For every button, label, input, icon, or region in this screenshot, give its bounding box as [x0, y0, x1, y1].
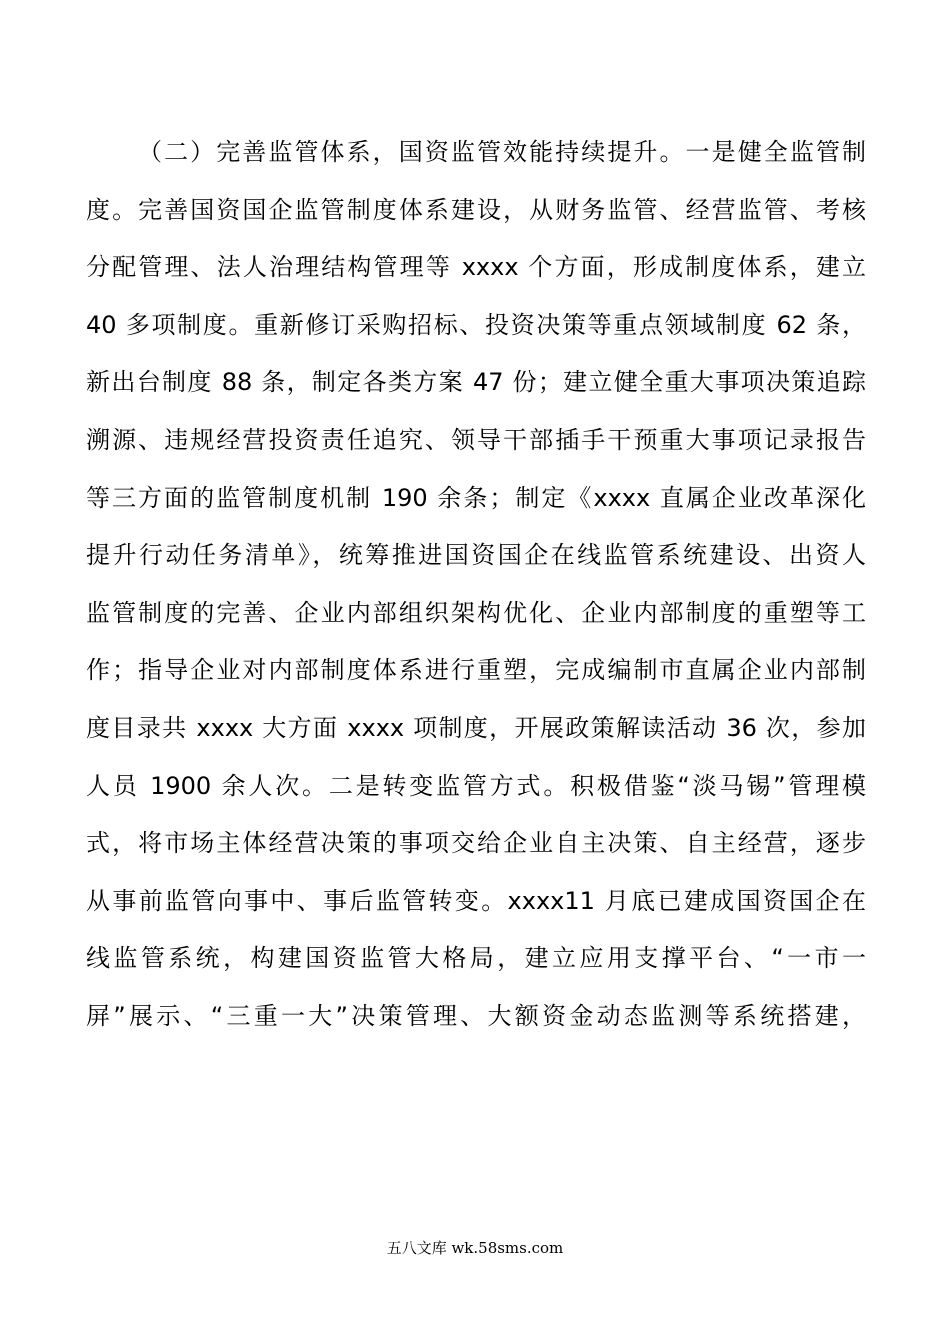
text-line: （二）完善监管体系，国资监管效能持续提升。一是健全监管制 [138, 138, 866, 166]
text-line: 度目录共 xxxx 大方面 xxxx 项制度，开展政策解读活动 36 次，参加 [86, 713, 866, 742]
text-line: 屏”展示、“三重一大”决策管理、大额资金动态监测等系统搭建， [86, 1001, 866, 1030]
text-line: 分配管理、法人治理结构管理等 xxxx 个方面，形成制度体系，建立 [86, 253, 866, 282]
text-line: 从事前监管向事中、事后监管转变。xxxx11 月底已建成国资国企在 [86, 886, 866, 915]
body-paragraph [86, 124, 866, 1046]
text-line: 提升行动任务清单》，统筹推进国资国企在线监管系统建设、出资人 [86, 541, 866, 570]
text-line: 作；指导企业对内部制度体系进行重塑，完成编制市直属企业内部制 [86, 656, 866, 685]
text-line: 40 多项制度。重新修订采购招标、投资决策等重点领域制度 62 条， [86, 310, 866, 339]
page-footer: 五八文库 wk.58sms.com [386, 1239, 564, 1257]
text-line: 线监管系统，构建国资监管大格局，建立应用支撑平台、“一市一 [86, 944, 866, 973]
text-line: 人员 1900 余人次。二是转变监管方式。积极借鉴“淡马锡”管理模 [86, 771, 866, 800]
text-line: 度。完善国资国企监管制度体系建设，从财务监管、经营监管、考核 [86, 195, 866, 224]
text-line: 监管制度的完善、企业内部组织架构优化、企业内部制度的重塑等工 [86, 598, 866, 627]
text-line: 式，将市场主体经营决策的事项交给企业自主决策、自主经营，逐步 [86, 829, 866, 858]
text-line: 等三方面的监管制度机制 190 余条；制定《xxxx 直属企业改革深化 [86, 483, 866, 512]
text-line: 新出台制度 88 条，制定各类方案 47 份；建立健全重大事项决策追踪 [86, 368, 866, 397]
text-line: 溯源、违规经营投资责任追究、领导干部插手干预重大事项记录报告 [86, 425, 866, 454]
